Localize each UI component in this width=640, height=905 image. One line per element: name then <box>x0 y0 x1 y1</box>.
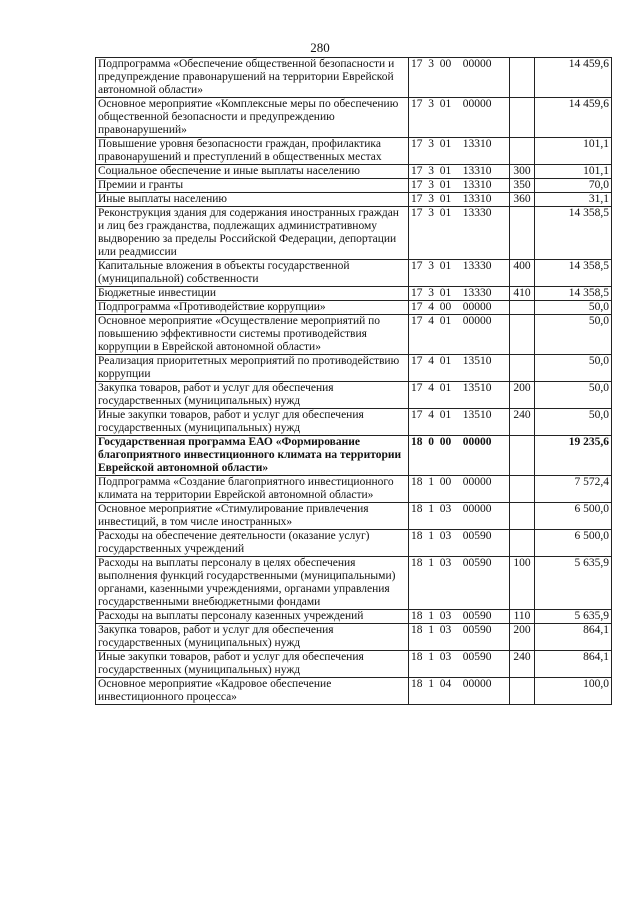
row-code-cell: 17 4 01 00000 <box>409 315 510 355</box>
table-row <box>96 651 612 678</box>
row-code-cell: 17 4 01 13510 <box>409 382 510 409</box>
table-row <box>96 610 612 624</box>
row-name-cell: Расходы на выплаты персоналу в целях обеспечения выполнения функций государственными (муниципальными) органами, казенными учреждениями, органами управления государственными внебюджетными фондами <box>96 557 409 610</box>
row-expense-type-cell: 240 <box>510 651 535 678</box>
row-expense-type-cell: 100 <box>510 557 535 610</box>
row-name-cell: Закупка товаров, работ и услуг для обеспечения государственных (муниципальных) нужд <box>96 624 409 651</box>
row-name-cell: Расходы на обеспечение деятельности (оказание услуг) государственных учреждений <box>96 530 409 557</box>
table-row <box>96 530 612 557</box>
row-code-cell: 18 1 03 00590 <box>409 530 510 557</box>
row-amount-cell: 6 500,0 <box>535 530 612 557</box>
row-code-cell: 18 1 03 00590 <box>409 651 510 678</box>
table-row <box>96 301 612 315</box>
row-name-cell: Социальное обеспечение и иные выплаты населению <box>96 165 409 179</box>
row-code-cell: 18 1 03 00000 <box>409 503 510 530</box>
row-expense-type-cell <box>510 476 535 503</box>
row-amount-cell: 50,0 <box>535 409 612 436</box>
table-row <box>96 165 612 179</box>
row-amount-cell: 50,0 <box>535 355 612 382</box>
row-name-cell: Закупка товаров, работ и услуг для обеспечения государственных (муниципальных) нужд <box>96 382 409 409</box>
row-amount-cell: 101,1 <box>535 138 612 165</box>
row-name-cell: Основное мероприятие «Комплексные меры по обеспечению общественной безопасности и предупреждению правонарушений» <box>96 98 409 138</box>
table-row <box>96 503 612 530</box>
row-expense-type-cell <box>510 207 535 260</box>
row-name-cell: Реализация приоритетных мероприятий по противодействию коррупции <box>96 355 409 382</box>
row-expense-type-cell <box>510 355 535 382</box>
row-amount-cell: 14 358,5 <box>535 260 612 287</box>
row-expense-type-cell: 240 <box>510 409 535 436</box>
row-expense-type-cell <box>510 436 535 476</box>
row-expense-type-cell: 200 <box>510 624 535 651</box>
row-code-cell: 17 4 00 00000 <box>409 301 510 315</box>
table-row <box>96 207 612 260</box>
row-amount-cell: 14 459,6 <box>535 98 612 138</box>
row-amount-cell: 14 459,6 <box>535 58 612 98</box>
row-amount-cell: 5 635,9 <box>535 610 612 624</box>
row-expense-type-cell: 360 <box>510 193 535 207</box>
table-row <box>96 476 612 503</box>
budget-table-body <box>96 58 612 705</box>
row-expense-type-cell: 200 <box>510 382 535 409</box>
row-amount-cell: 50,0 <box>535 301 612 315</box>
row-amount-cell: 50,0 <box>535 315 612 355</box>
row-expense-type-cell <box>510 58 535 98</box>
row-expense-type-cell: 400 <box>510 260 535 287</box>
table-row <box>96 409 612 436</box>
row-code-cell: 18 1 03 00590 <box>409 557 510 610</box>
row-name-cell: Премии и гранты <box>96 179 409 193</box>
row-amount-cell: 5 635,9 <box>535 557 612 610</box>
row-expense-type-cell <box>510 301 535 315</box>
row-code-cell: 17 3 01 00000 <box>409 98 510 138</box>
row-amount-cell: 50,0 <box>535 382 612 409</box>
table-row <box>96 315 612 355</box>
table-row <box>96 382 612 409</box>
row-expense-type-cell: 350 <box>510 179 535 193</box>
row-name-cell: Подпрограмма «Противодействие коррупции» <box>96 301 409 315</box>
table-row <box>96 678 612 705</box>
row-expense-type-cell <box>510 315 535 355</box>
table-row <box>96 138 612 165</box>
row-amount-cell: 100,0 <box>535 678 612 705</box>
page-number: 280 <box>310 40 330 55</box>
row-amount-cell: 864,1 <box>535 624 612 651</box>
row-amount-cell: 101,1 <box>535 165 612 179</box>
row-name-cell: Капитальные вложения в объекты государственной (муниципальной) собственности <box>96 260 409 287</box>
row-code-cell: 18 1 03 00590 <box>409 610 510 624</box>
table-row <box>96 179 612 193</box>
row-name-cell: Повышение уровня безопасности граждан, профилактика правонарушений и преступлений в общественных местах <box>96 138 409 165</box>
table-row <box>96 355 612 382</box>
row-expense-type-cell <box>510 138 535 165</box>
row-code-cell: 18 1 03 00590 <box>409 624 510 651</box>
row-code-cell: 17 3 01 13310 <box>409 193 510 207</box>
row-name-cell: Подпрограмма «Обеспечение общественной безопасности и предупреждение правонарушений на территории Еврейской автономной области» <box>96 58 409 98</box>
row-amount-cell: 31,1 <box>535 193 612 207</box>
row-amount-cell: 19 235,6 <box>535 436 612 476</box>
row-name-cell: Основное мероприятие «Осуществление мероприятий по повышению эффективности системы противодействия коррупции в Еврейской автономной области» <box>96 315 409 355</box>
table-row <box>96 557 612 610</box>
row-amount-cell: 6 500,0 <box>535 503 612 530</box>
row-code-cell: 17 3 01 13310 <box>409 138 510 165</box>
table-row <box>96 193 612 207</box>
table-row <box>96 58 612 98</box>
row-amount-cell: 14 358,5 <box>535 287 612 301</box>
table-row <box>96 287 612 301</box>
row-amount-cell: 864,1 <box>535 651 612 678</box>
row-code-cell: 18 0 00 00000 <box>409 436 510 476</box>
row-expense-type-cell <box>510 503 535 530</box>
row-name-cell: Основное мероприятие «Стимулирование привлечения инвестиций, в том числе иностранных» <box>96 503 409 530</box>
row-name-cell: Государственная программа ЕАО «Формирование благоприятного инвестиционного климата на территории Еврейской автономной области» <box>96 436 409 476</box>
table-row <box>96 624 612 651</box>
row-name-cell: Иные закупки товаров, работ и услуг для обеспечения государственных (муниципальных) нужд <box>96 409 409 436</box>
row-name-cell: Реконструкция здания для содержания иностранных граждан и лиц без гражданства, подлежащих административному выдворению за пределы Российской Федерации, депортации или реадмиссии <box>96 207 409 260</box>
budget-table <box>95 57 612 705</box>
row-code-cell: 17 3 01 13330 <box>409 260 510 287</box>
row-amount-cell: 70,0 <box>535 179 612 193</box>
row-code-cell: 17 4 01 13510 <box>409 409 510 436</box>
row-code-cell: 18 1 00 00000 <box>409 476 510 503</box>
table-row <box>96 260 612 287</box>
row-expense-type-cell <box>510 530 535 557</box>
row-expense-type-cell: 410 <box>510 287 535 301</box>
row-code-cell: 18 1 04 00000 <box>409 678 510 705</box>
row-name-cell: Подпрограмма «Создание благоприятного инвестиционного климата на территории Еврейской автономной области» <box>96 476 409 503</box>
row-code-cell: 17 3 01 13330 <box>409 287 510 301</box>
row-name-cell: Иные закупки товаров, работ и услуг для обеспечения государственных (муниципальных) нужд <box>96 651 409 678</box>
row-amount-cell: 14 358,5 <box>535 207 612 260</box>
row-code-cell: 17 3 01 13310 <box>409 179 510 193</box>
row-name-cell: Иные выплаты населению <box>96 193 409 207</box>
row-code-cell: 17 3 00 00000 <box>409 58 510 98</box>
row-code-cell: 17 3 01 13310 <box>409 165 510 179</box>
row-expense-type-cell: 110 <box>510 610 535 624</box>
row-name-cell: Основное мероприятие «Кадровое обеспечение инвестиционного процесса» <box>96 678 409 705</box>
row-expense-type-cell: 300 <box>510 165 535 179</box>
row-amount-cell: 7 572,4 <box>535 476 612 503</box>
row-code-cell: 17 3 01 13330 <box>409 207 510 260</box>
row-expense-type-cell <box>510 98 535 138</box>
row-name-cell: Бюджетные инвестиции <box>96 287 409 301</box>
table-row <box>96 436 612 476</box>
row-code-cell: 17 4 01 13510 <box>409 355 510 382</box>
table-row <box>96 98 612 138</box>
row-expense-type-cell <box>510 678 535 705</box>
row-name-cell: Расходы на выплаты персоналу казенных учреждений <box>96 610 409 624</box>
